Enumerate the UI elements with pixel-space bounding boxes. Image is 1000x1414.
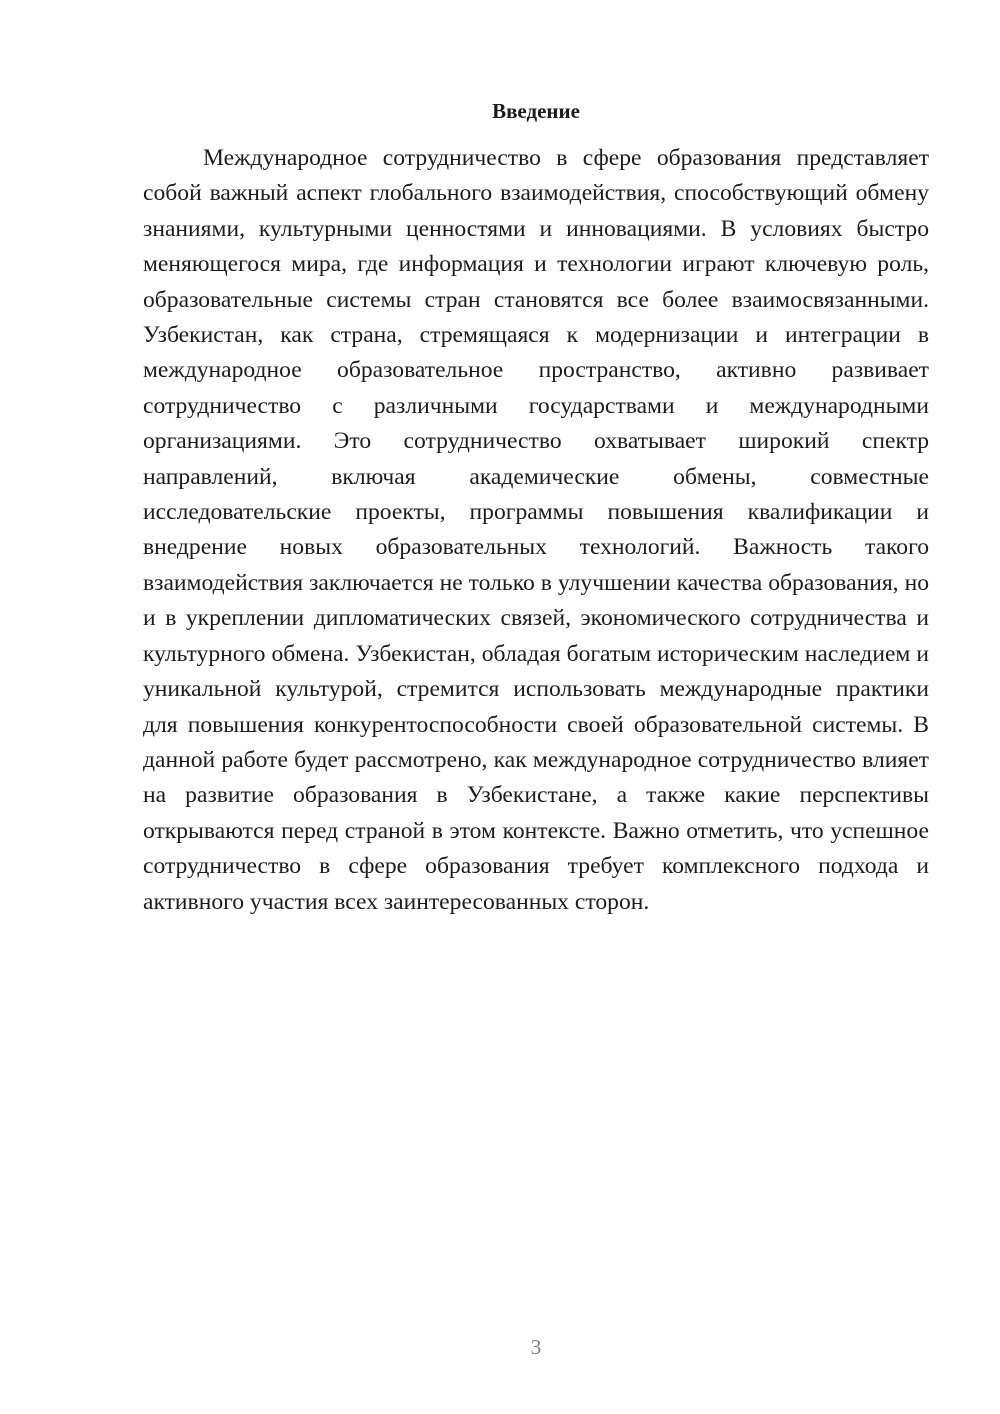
introduction-paragraph: Международное сотрудничество в сфере образования представляет собой важный аспект глобального взаимодействия, способствующий обмену знаниями, культурными ценностями и инновациями. В условиях быстро меняющегося мира, где информация и технологии играют ключевую роль, образовательные системы стран становятся все более взаимосвязанными. Узбекистан, как страна, стремящаяся к модернизации и интеграции в международное образовательное пространство, активно развивает сотрудничество с различными государствами и международными организациями. Это сотрудничество охватывает широкий спектр направлений, включая академические обмены, совместные исследовательские проекты, программы повышения квалификации и внедрение новых образовательных технологий. Важность такого взаимодействия заключается не только в улучшении качества образования, но и в укреплении дипломатических связей, экономического сотрудничества и культурного обмена. Узбекистан, обладая богатым историческим наследием и уникальной культурой, стремится использовать международные практики для повышения конкурентоспособности своей образовательной системы. В данной работе будет рассмотрено, как международное сотрудничество влияет на развитие образования в Узбекистане, а также какие перспективы открываются перед страной в этом контексте. Важно отметить, что успешное сотрудничество в сфере образования требует комплексного подхода и активного участия всех заинтересованных сторон. — [143, 145, 929, 915]
page-number: 3 — [530, 1335, 542, 1359]
page-title: Введение — [492, 99, 580, 123]
